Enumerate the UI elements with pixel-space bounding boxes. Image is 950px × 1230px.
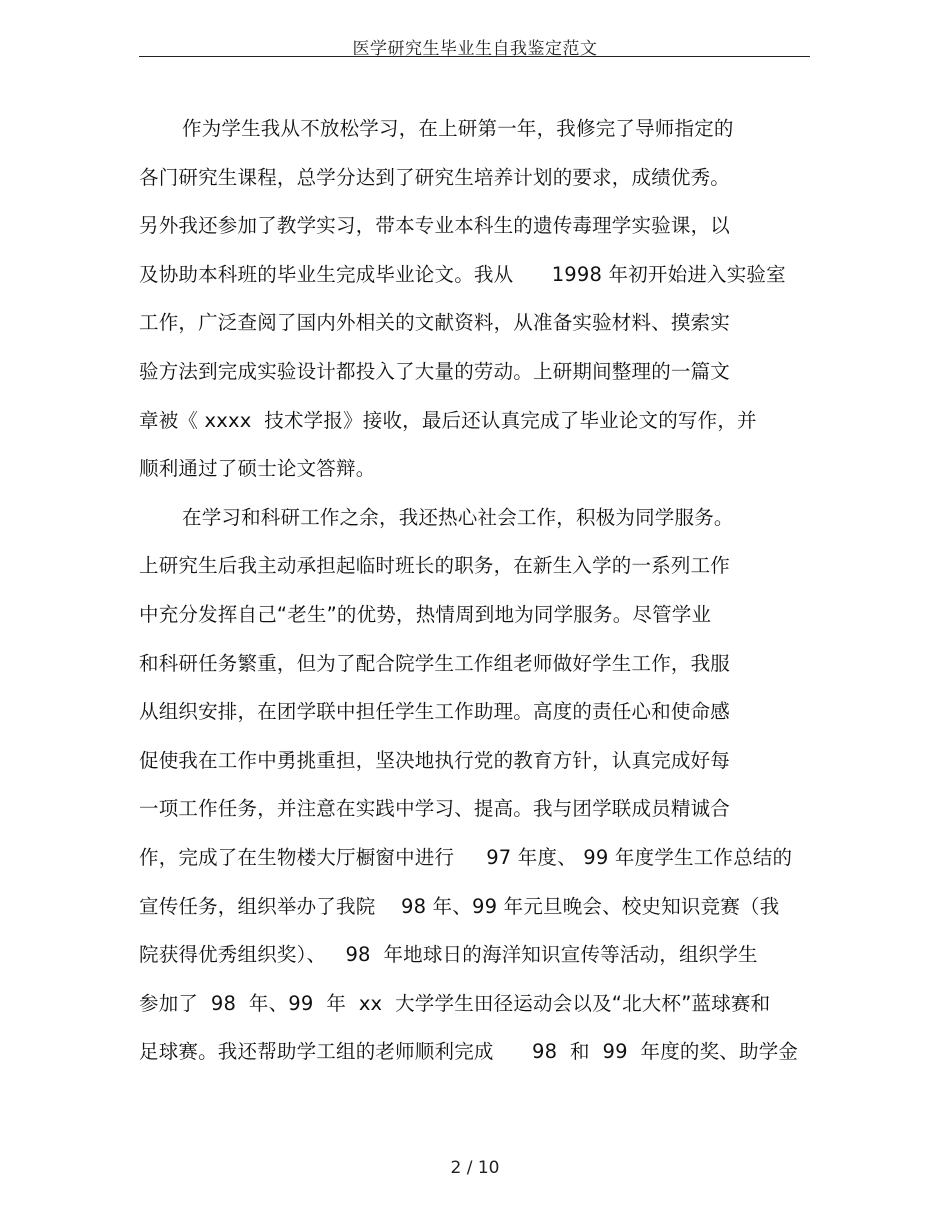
paragraph-line: 院获得优秀组织奖）、 98 年地球日的海洋知识宣传等活动，组织学生 xyxy=(139,943,758,967)
paragraph-line: 宣传任务，组织举办了我院 98 年、99 年元旦晚会、校史知识竞赛（我 xyxy=(139,894,780,918)
header-divider xyxy=(139,56,810,57)
paragraph-line: 及协助本科班的毕业生完成毕业论文。我从 1998 年初开始进入实验室 xyxy=(139,262,786,286)
paragraph-line: 工作，广泛查阅了国内外相关的文献资料，从准备实验材料、摸索实 xyxy=(139,311,731,335)
paragraph-line: 促使我在工作中勇挑重担，坚决地执行党的教育方针，认真完成好每 xyxy=(139,748,731,772)
paragraph-line: 作，完成了在生物楼大厅橱窗中进行 97 年度、 99 年度学生工作总结的 xyxy=(139,845,793,869)
page-number: 2 / 10 xyxy=(450,1158,500,1178)
paragraph-line: 顺利通过了硕士论文答辩。 xyxy=(139,457,376,481)
paragraph-line: 和科研任务繁重，但为了配合院学生工作组老师做好学生工作，我服 xyxy=(139,651,731,675)
document-body xyxy=(139,105,819,1077)
paragraph-line: 在学习和科研工作之余，我还热心社会工作，积极为同学服务。 xyxy=(182,505,734,529)
paragraph-line: 中充分发挥自己“老生”的优势，热情周到地为同学服务。尽管学业 xyxy=(139,602,712,626)
paragraph-line: 上研究生后我主动承担起临时班长的职务，在新生入学的一系列工作 xyxy=(139,554,731,578)
paragraph-line: 另外我还参加了教学实习，带本专业本科生的遗传毒理学实验课，以 xyxy=(139,214,731,238)
paragraph-line: 验方法到完成实验设计都投入了大量的劳动。上研期间整理的一篇文 xyxy=(139,359,731,383)
paragraph-line: 各门研究生课程，总学分达到了研究生培养计划的要求，成绩优秀。 xyxy=(139,165,731,189)
paragraph-line: 足球赛。我还帮助学工组的老师顺利完成 98 和 99 年度的奖、助学金 xyxy=(139,1040,799,1064)
paragraph-line: 作为学生我从不放松学习，在上研第一年，我修完了导师指定的 xyxy=(182,117,734,140)
document-header-title: 医学研究生毕业生自我鉴定范文 xyxy=(352,39,598,59)
paragraph-line: 从组织安排，在团学联中担任学生工作助理。高度的责任心和使命感 xyxy=(139,700,731,724)
paragraph-line: 一项工作任务，并注意在实践中学习、提高。我与团学联成员精诚合 xyxy=(139,797,731,821)
paragraph-line: 参加了 98 年、99 年 xx 大学学生田径运动会以及“北大杯”蓝球赛和 xyxy=(139,991,771,1015)
paragraph-line: 章被《 xxxx 技术学报》接收，最后还认真完成了毕业论文的写作，并 xyxy=(139,408,757,432)
